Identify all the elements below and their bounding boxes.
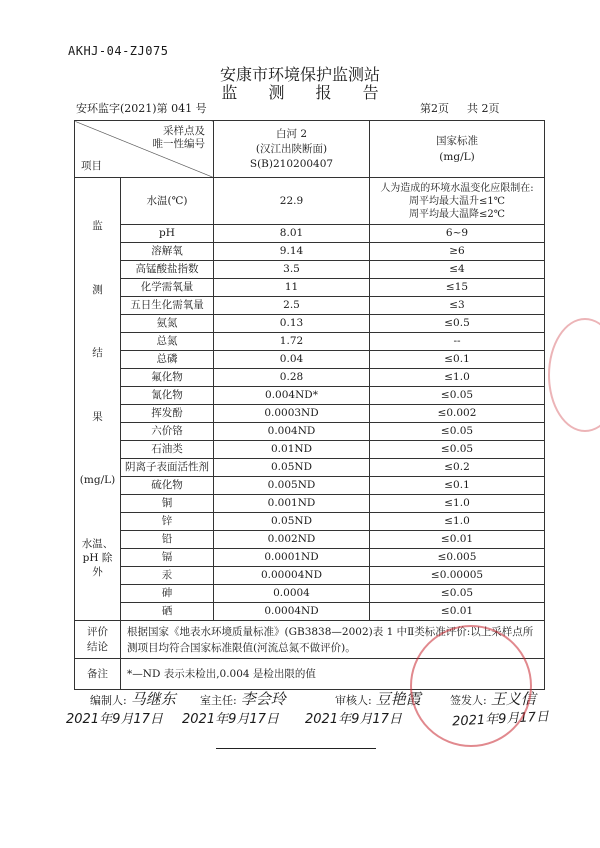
item-standard: --: [370, 333, 545, 351]
reviewer-handwriting: 李会玲: [240, 690, 286, 708]
item-name: 高锰酸盐指数: [121, 261, 214, 279]
item-value: 3.5: [214, 261, 370, 279]
reviewer-date: 2021年9月17日: [182, 712, 279, 727]
item-standard: ≤0.1: [370, 477, 545, 495]
auditor-label: 审核人:: [335, 694, 372, 707]
item-standard: [370, 178, 545, 225]
site-name: 白河 2: [275, 127, 308, 140]
table-row: [75, 603, 545, 621]
item-value: 22.9: [214, 178, 370, 225]
item-value: 0.05ND: [214, 513, 370, 531]
item-name: 阴离子表面活性剂: [121, 459, 214, 477]
item-standard: ≤0.05: [370, 387, 545, 405]
item-name: 镉: [121, 549, 214, 567]
table-row: [75, 459, 545, 477]
auditor-handwriting: 豆艳霞: [375, 690, 421, 708]
item-name: 氟化物: [121, 369, 214, 387]
item-name: 硒: [121, 603, 214, 621]
table-row: [75, 495, 545, 513]
item-value: 0.00004ND: [214, 567, 370, 585]
item-standard: ≤0.1: [370, 351, 545, 369]
item-value: 0.05ND: [214, 459, 370, 477]
official-seal: [410, 625, 532, 747]
item-standard: ≤0.5: [370, 315, 545, 333]
page-indicator: [420, 100, 500, 116]
table-row: [75, 387, 545, 405]
table-header-row: [75, 121, 545, 178]
item-value: 0.04: [214, 351, 370, 369]
site-code: S(B)210200407: [249, 157, 334, 170]
editor-handwriting: 马继东: [130, 690, 176, 708]
table-row: [75, 567, 545, 585]
water-temp-row: [75, 178, 545, 225]
item-value: 0.004ND*: [214, 387, 370, 405]
table-row: [75, 477, 545, 495]
item-standard: ≤4: [370, 261, 545, 279]
item-name: 铅: [121, 531, 214, 549]
item-name: pH: [121, 225, 214, 243]
item-value: 0.0001ND: [214, 549, 370, 567]
table-row: [75, 369, 545, 387]
side-unit: (mg/L): [79, 474, 116, 487]
corner-label-top: 采样点及: [163, 125, 205, 137]
temp-standard-line: 周平均最大温降≤2℃: [409, 208, 505, 220]
reviewer-signature: [200, 688, 286, 709]
item-value: 0.0004: [214, 585, 370, 603]
table-row: [75, 405, 545, 423]
table-row: [75, 315, 545, 333]
page-number: 第2页: [420, 102, 449, 115]
editor-signature: [90, 688, 176, 709]
item-name: 石油类: [121, 441, 214, 459]
item-standard: ≤3: [370, 297, 545, 315]
item-value: 8.01: [214, 225, 370, 243]
item-value: 0.01ND: [214, 441, 370, 459]
issuer-handwriting: 王义信: [490, 690, 536, 708]
item-name: 氨氮: [121, 315, 214, 333]
table-row: [75, 279, 545, 297]
item-standard: ≤0.05: [370, 441, 545, 459]
side-char: 监: [92, 220, 103, 232]
issuer-label: 签发人:: [450, 694, 487, 707]
auditor-date: 2021年9月17日: [305, 712, 402, 727]
standard-title: 国家标准: [436, 135, 478, 147]
item-name: 铜: [121, 495, 214, 513]
table-row: [75, 225, 545, 243]
report-title: 监 测 报 告: [221, 83, 392, 102]
item-standard: ≤15: [370, 279, 545, 297]
evaluation-label: [75, 621, 121, 659]
issuer-date: 2021年9月17日: [451, 709, 550, 730]
item-standard: 6~9: [370, 225, 545, 243]
temp-standard-line: 周平均最大温升≤1℃: [409, 195, 505, 207]
monitoring-results-table: [74, 120, 545, 690]
item-standard: ≤1.0: [370, 495, 545, 513]
item-standard: ≤0.2: [370, 459, 545, 477]
organization-name: 安康市环境保护监测站: [219, 65, 380, 84]
side-char: 测: [92, 283, 103, 296]
evaluation-text: 根据国家《地表水环境质量标准》(GB3838—2002)表 1 中Ⅱ类标准评价:以上采样点所测项目均符合国家标准限值(河流总氮不做评价)。: [121, 621, 545, 659]
auditor-signature: [335, 688, 421, 709]
item-standard: ≥6: [370, 243, 545, 261]
item-name: 砷: [121, 585, 214, 603]
item-value: 0.28: [214, 369, 370, 387]
table-row: [75, 513, 545, 531]
table-row: [75, 243, 545, 261]
table-row: [75, 441, 545, 459]
reviewer-label: 室主任:: [200, 694, 237, 707]
table-row: [75, 351, 545, 369]
table-row: [75, 333, 545, 351]
item-name: 锌: [121, 513, 214, 531]
item-value: 0.0003ND: [214, 405, 370, 423]
document-code: AKHJ-04-ZJ075: [68, 44, 169, 58]
item-value: 11: [214, 279, 370, 297]
editor-date: 2021年9月17日: [66, 712, 163, 727]
corner-label-mid: 唯一性编号: [152, 138, 205, 150]
item-standard: ≤1.0: [370, 513, 545, 531]
site-section: (汉江出陕断面): [255, 142, 328, 155]
item-standard: ≤0.00005: [370, 567, 545, 585]
item-standard: ≤0.005: [370, 549, 545, 567]
item-name: 六价铬: [121, 423, 214, 441]
evaluation-label-line: 结论: [87, 640, 108, 653]
item-name: 总氮: [121, 333, 214, 351]
item-value: 0.13: [214, 315, 370, 333]
item-value: 0.002ND: [214, 531, 370, 549]
remarks-label: 备注: [75, 659, 121, 690]
item-value: 1.72: [214, 333, 370, 351]
table-row: [75, 531, 545, 549]
corner-label-bottom: 项目: [81, 160, 102, 172]
side-char: 结: [92, 347, 103, 360]
reference-number: 安环监字(2021)第 041 号: [76, 102, 207, 115]
table-row: [75, 423, 545, 441]
item-name: 化学需氧量: [121, 279, 214, 297]
corner-header-cell: [75, 121, 214, 178]
remarks-text: *—ND 表示未检出,0.004 是检出限的值: [121, 659, 545, 690]
table-row: [75, 549, 545, 567]
side-char: 果: [92, 410, 103, 423]
item-standard: ≤0.01: [370, 603, 545, 621]
temp-standard-line: 人为造成的环境水温变化应限制在:: [380, 182, 534, 194]
item-name: 水温(℃): [121, 178, 214, 225]
item-name: 汞: [121, 567, 214, 585]
site-header-cell: [214, 121, 370, 178]
results-side-label: [75, 178, 121, 621]
item-value: 0.004ND: [214, 423, 370, 441]
item-name: 五日生化需氧量: [121, 297, 214, 315]
editor-label: 编制人:: [90, 694, 127, 707]
item-standard: ≤0.002: [370, 405, 545, 423]
bottom-divider: [216, 748, 376, 749]
standard-header-cell: [370, 121, 545, 178]
item-name: 总磷: [121, 351, 214, 369]
item-standard: ≤0.05: [370, 585, 545, 603]
item-value: 0.001ND: [214, 495, 370, 513]
item-standard: ≤0.01: [370, 531, 545, 549]
item-value: 9.14: [214, 243, 370, 261]
item-value: 0.0004ND: [214, 603, 370, 621]
item-standard: ≤1.0: [370, 369, 545, 387]
item-name: 氰化物: [121, 387, 214, 405]
partial-seal: [548, 318, 600, 432]
table-row: [75, 585, 545, 603]
table-row: [75, 297, 545, 315]
table-row: [75, 261, 545, 279]
item-standard: ≤0.05: [370, 423, 545, 441]
item-name: 溶解氧: [121, 243, 214, 261]
item-value: 2.5: [214, 297, 370, 315]
page-total: 共 2页: [467, 102, 500, 115]
evaluation-label-line: 评价: [87, 625, 108, 638]
side-note: 水温、pH 除外: [81, 537, 114, 578]
item-name: 硫化物: [121, 477, 214, 495]
item-name: 挥发酚: [121, 405, 214, 423]
standard-unit: (mg/L): [439, 151, 475, 163]
item-value: 0.005ND: [214, 477, 370, 495]
